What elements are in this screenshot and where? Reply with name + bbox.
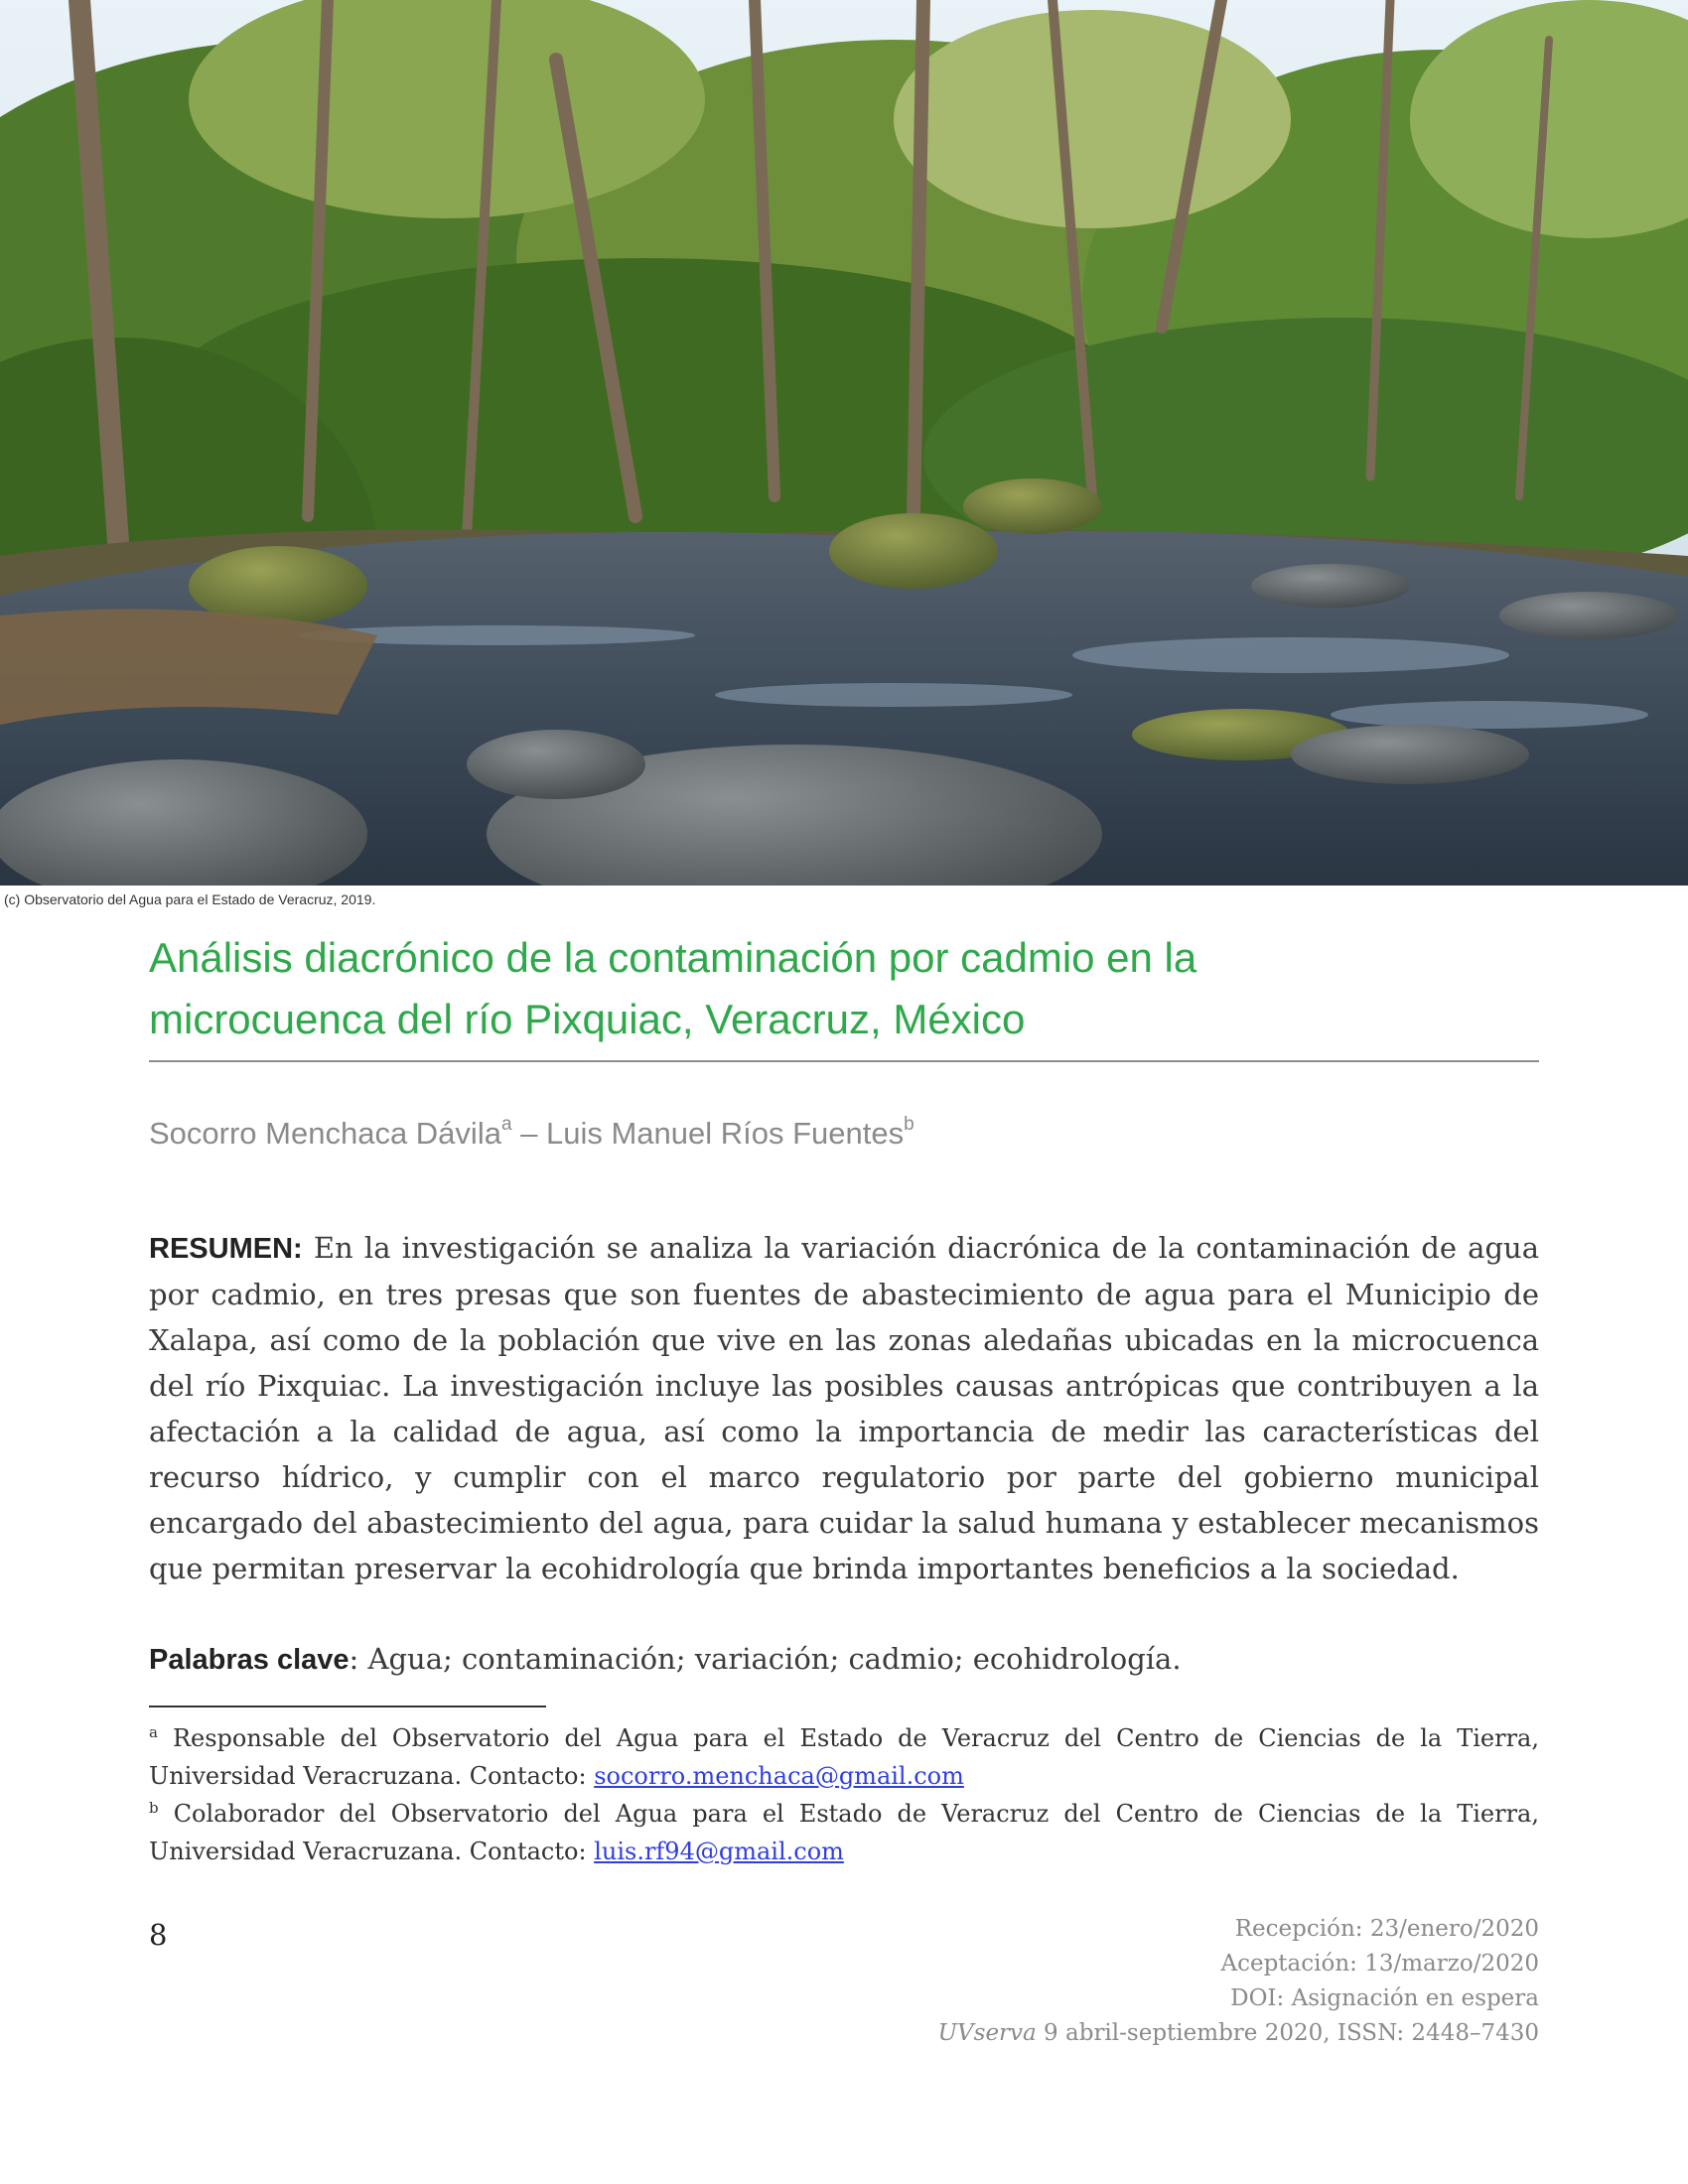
- issue-info: 9 abril-septiembre 2020, ISSN: 2448–7430: [1036, 2020, 1539, 2046]
- footnote-a-mark: a: [149, 1723, 158, 1741]
- abstract: [149, 1225, 1539, 1591]
- author-1-mark: a: [500, 1114, 512, 1135]
- title-divider: [149, 1060, 1539, 1062]
- river-forest-photo: [0, 0, 1688, 886]
- footnote-a-text: Responsable del Observatorio del Agua para el Estado de Veracruz del Centro de Ciencias de la Tierra, Universidad Veracruzana. Contacto:: [149, 1724, 1539, 1790]
- title-line-1: Análisis diacrónico de la contaminación por cadmio en la: [149, 934, 1197, 981]
- author-line: [149, 1116, 914, 1152]
- received-date: Recepción: 23/enero/2020: [1234, 1916, 1539, 1942]
- keywords-label: Palabras clave: [149, 1644, 350, 1676]
- abstract-text: En la investigación se analiza la variación diacrónica de la contaminación de agua por cadmio, en tres presas que son fuentes de abastecimiento de agua para el Municipio de Xalapa, así como de la población que vive en las zonas aledañas ubicadas en la microcuenca del río Pixquiac. La investigación incluye las posibles causas antrópicas que contribuyen a la afectación a la calidad de agua, así como la importancia de medir las características del recurso hídrico, y cumplir con el marco regulatorio por parte del gobierno municipal encargado del abastecimiento del agua, para cuidar la salud humana y establecer mecanismos que permitan preservar la ecohidrología que brinda importantes beneficios a la sociedad.: [149, 1231, 1539, 1585]
- footnote-divider: [149, 1706, 546, 1707]
- article-metadata: [938, 1912, 1539, 2051]
- author-2: Luis Manuel Ríos Fuentes: [546, 1116, 905, 1151]
- hero-photo: [0, 0, 1688, 886]
- footnote-b: [149, 1795, 1539, 1870]
- footnote-a: [149, 1719, 1539, 1795]
- footnote-b-mark: b: [149, 1799, 159, 1817]
- author-separator: –: [511, 1116, 546, 1151]
- footnote-a-email-link[interactable]: socorro.menchaca@gmail.com: [594, 1762, 964, 1790]
- photo-credit: (c) Observatorio del Agua para el Estado de Veracruz, 2019.: [4, 891, 376, 907]
- article-title: [149, 927, 1539, 1050]
- footnotes: [149, 1719, 1539, 1870]
- journal-issue: [938, 2016, 1539, 2051]
- keywords: [149, 1636, 1539, 1683]
- author-2-mark: b: [904, 1114, 914, 1135]
- title-line-2: microcuenca del río Pixquiac, Veracruz, México: [149, 996, 1026, 1042]
- doi: DOI: Asignación en espera: [1230, 1985, 1539, 2011]
- abstract-label: RESUMEN:: [149, 1233, 303, 1265]
- keywords-text: : Agua; contaminación; variación; cadmio; ecohidrología.: [349, 1642, 1182, 1676]
- accepted-date: Aceptación: 13/marzo/2020: [1220, 1951, 1539, 1977]
- footnote-b-email-link[interactable]: luis.rf94@gmail.com: [594, 1838, 844, 1865]
- author-1: Socorro Menchaca Dávila: [149, 1116, 501, 1151]
- journal-name: UVserva: [937, 2020, 1037, 2046]
- footnote-b-text: Colaborador del Observatorio del Agua para el Estado de Veracruz del Centro de Ciencias de la Tierra, Universidad Veracruzana. Contacto:: [149, 1800, 1539, 1865]
- page-number: 8: [149, 1918, 168, 1952]
